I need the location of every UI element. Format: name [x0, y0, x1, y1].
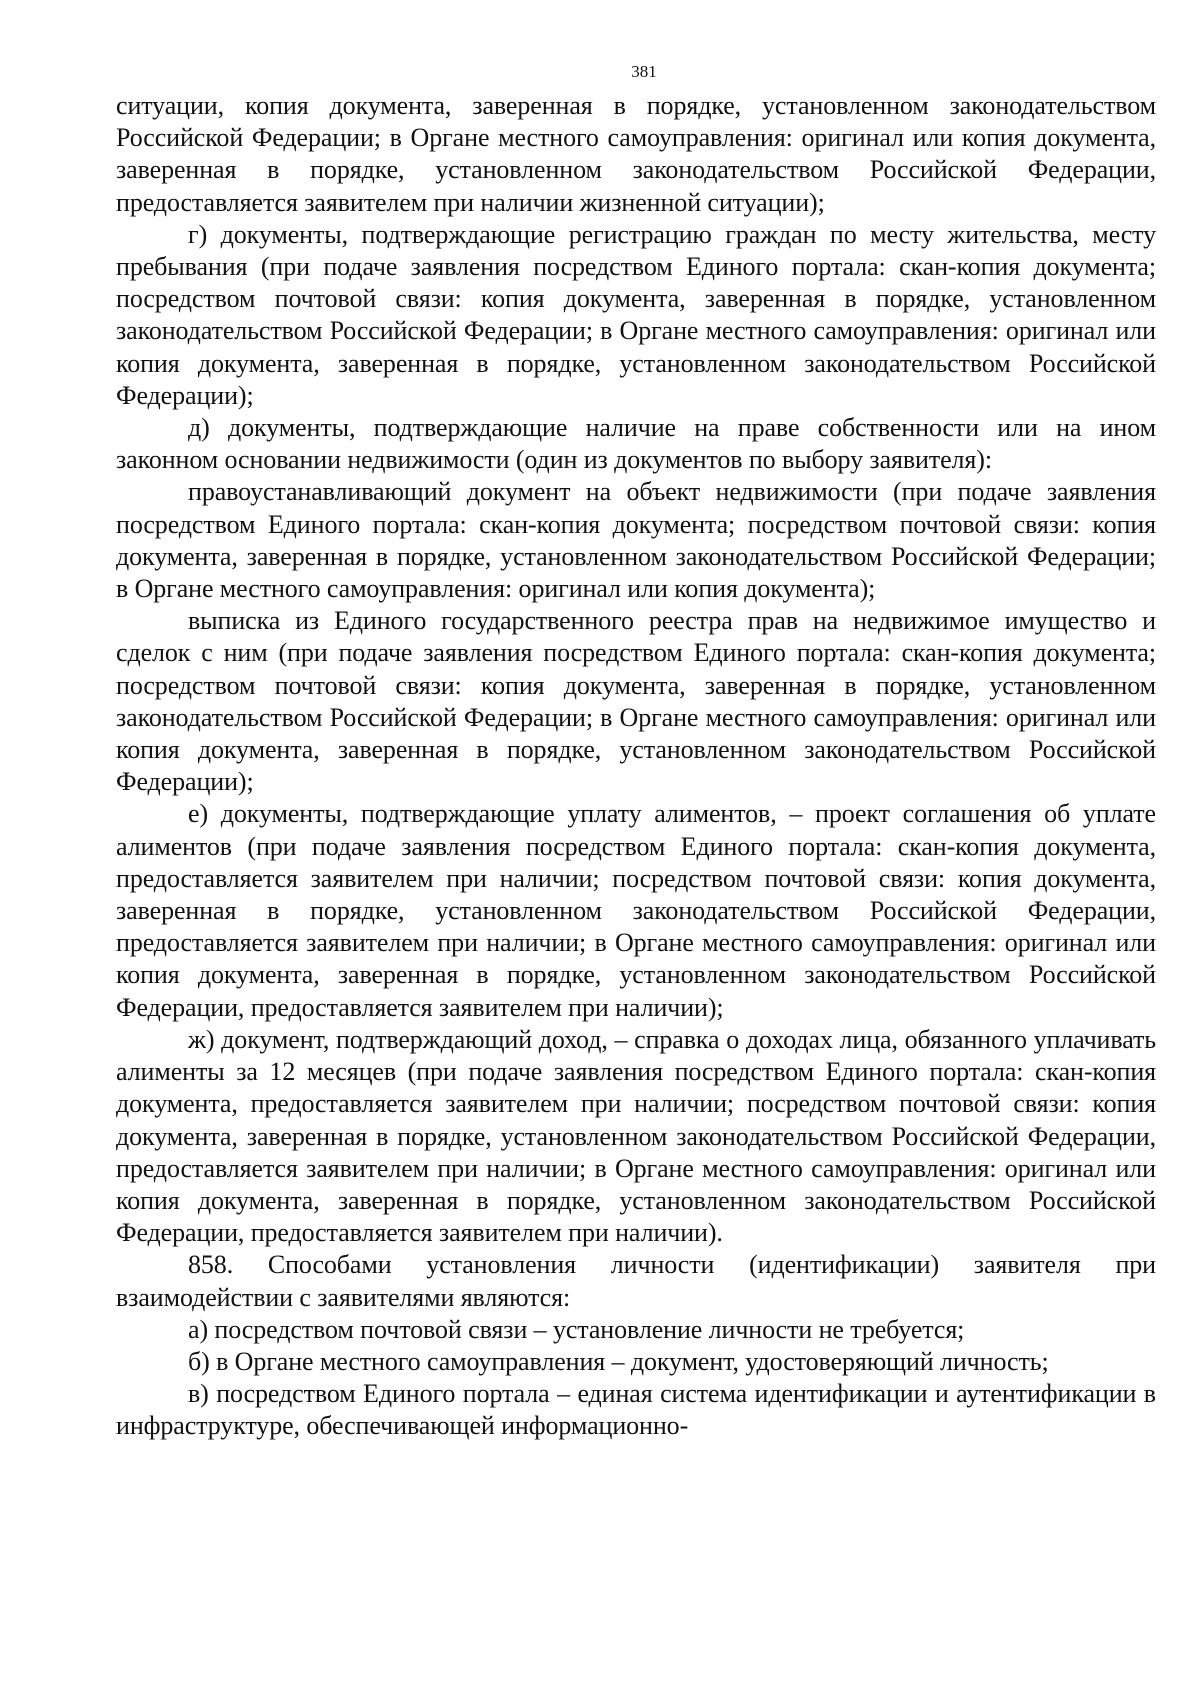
paragraph-item-g: г) документы, подтверждающие регистрацию граждан по месту жительства, месту пребывания (при подаче заявления посредством Единого портала: скан-копия документа; посредством почтовой связи: копия документа, заверенная в порядке, установленном законодательством Российской Федерации; в Органе местного самоуправления: оригинал или копия документа, заверенная в порядке, установленном законодательством Российской Федерации); [116, 219, 1156, 410]
paragraph-item-b: б) в Органе местного самоуправления – документ, удостоверяющий личность; [188, 1346, 1049, 1376]
paragraph-item-d: д) документы, подтверждающие наличие на праве собственности или на ином законном основании недвижимости (один из документов по выбору заявителя): [116, 413, 1156, 475]
paragraph-item-a: а) посредством почтовой связи – установление личности не требуется; [188, 1314, 965, 1344]
paragraph-item-v: в) посредством Единого портала – единая система идентификации и аутентификации в инфраструктуре, обеспечивающей информационно- [116, 1379, 1156, 1441]
paragraph-registry-extract: выписка из Единого государственного реестра прав на недвижимое имущество и сделок с ним (при подаче заявления посредством Единого портала: скан-копия документа; посредством почтовой связи: копия документа, заверенная в порядке, установленном законодательством Российской Федерации; в Органе местного самоуправления: оригинал или копия документа, заверенная в порядке, установленном законодательством Российской Федерации); [116, 606, 1156, 797]
document-page [116, 60, 1156, 1443]
paragraph-clause-858: 858. Способами установления личности (идентификации) заявителя при взаимодействии с заявителями являются: [116, 1250, 1156, 1312]
paragraph-title-document: правоустанавливающий документ на объект недвижимости (при подаче заявления посредством Единого портала: скан-копия документа; посредством почтовой связи: копия документа, заверенная в порядке, установленном законодательством Российской Федерации; в Органе местного самоуправления: оригинал или копия документа); [116, 477, 1156, 604]
paragraph-item-e: е) документы, подтверждающие уплату алиментов, – проект соглашения об уплате алиментов (при подаче заявления посредством Единого портала: скан-копия документа, предоставляется заявителем при наличии; посредством почтовой связи: копия документа, заверенная в порядке, установленном законодательством Российской Федерации, предоставляется заявителем при наличии; в Органе местного самоуправления: оригинал или копия документа, заверенная в порядке, установленном законодательством Российской Федерации, предоставляется заявителем при наличии); [116, 799, 1156, 1022]
paragraph-continuation: ситуации, копия документа, заверенная в порядке, установленном законодательством Российской Федерации; в Органе местного самоуправления: оригинал или копия документа, заверенная в порядке, установленном законодательством Российской Федерации, предоставляется заявителем при наличии жизненной ситуации); [116, 91, 1156, 217]
paragraph-item-zh: ж) документ, подтверждающий доход, – справка о доходах лица, обязанного уплачивать алименты за 12 месяцев (при подаче заявления посредством Единого портала: скан-копия документа, предоставляется заявителем при наличии; посредством почтовой связи: копия документа, заверенная в порядке, установленном законодательством Российской Федерации, предоставляется заявителем при наличии; в Органе местного самоуправления: оригинал или копия документа, заверенная в порядке, установленном законодательством Российской Федерации, предоставляется заявителем при наличии). [116, 1024, 1156, 1248]
page-number: 381 [631, 62, 657, 81]
